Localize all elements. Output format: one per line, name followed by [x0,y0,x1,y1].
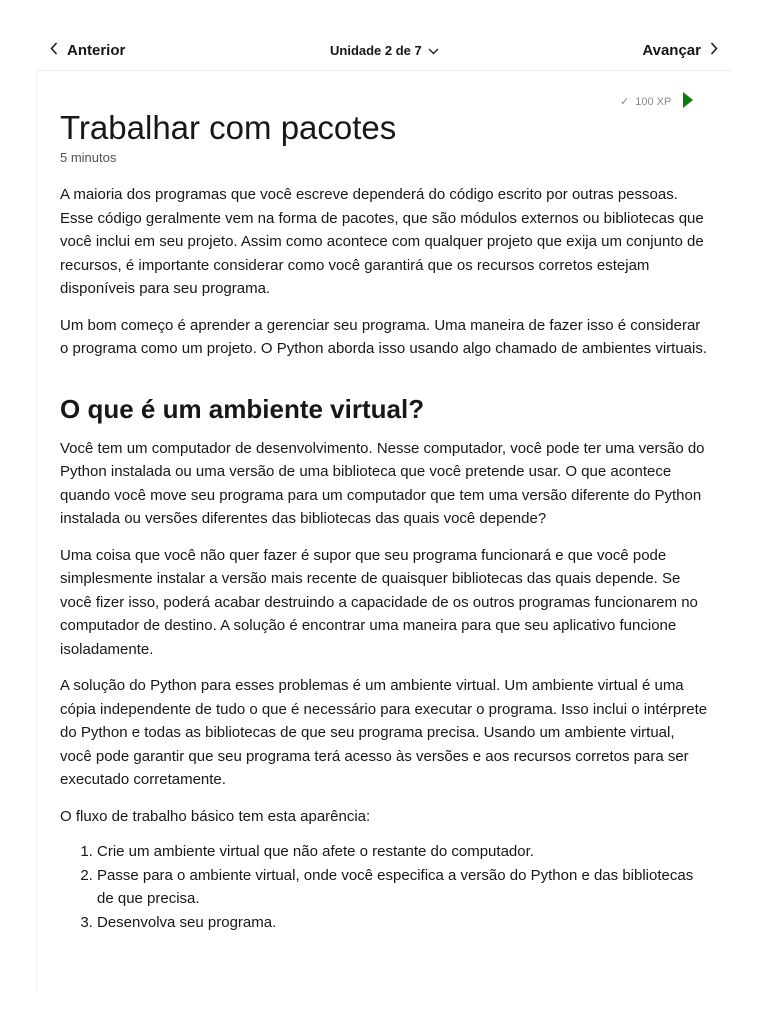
chevron-down-icon [428,43,439,58]
unit-selector-label: Unidade 2 de 7 [330,43,422,58]
section-paragraph: O fluxo de trabalho básico tem esta aparência: [60,807,371,825]
section-paragraph: Você tem um computador de desenvolvimento. Nesse computador, você pode ter uma versão do Python instalada ou uma versão de uma biblioteca que você pretende usar. O que acontece quando você move seu programa para um computador que tem uma versão diferente do Python instalada ou versões diferentes das bibliotecas das quais você depende? [60,439,705,527]
intro-paragraph: A maioria dos programas que você escreve dependerá do código escrito por outras pessoas. Esse código geralmente vem na forma de pacotes, que são módulos externos ou bibliotecas que você inclui em seu projeto. Assim como acontece com qualquer projeto que exija um conjunto de recursos, é importante considerar como você garantirá que os recursos corretos estejam disponíveis para seu programa. [60,186,704,297]
list-item: 1. Crie um ambiente virtual que não afete o restante do computador. [97,840,710,864]
checkmark-icon: ✓ [620,96,630,108]
list-item: 3. Desenvolva seu programa. [97,911,710,935]
section-paragraph: Uma coisa que você não quer fazer é supor que seu programa funcionará e que você pode simplesmente instalar a versão mais recente de quaisquer bibliotecas das quais depende. Se você fizer isso, poderá acabar destruindo a capacidade de os outros programas funcionarem no computador de destino. A solução é encontrar uma maneira para que seu aplicativo funcione isoladamente. [60,546,698,658]
duration-label: 5 minutos [60,150,117,165]
previous-unit-label: Anterior [67,42,126,59]
workflow-steps-list [60,840,710,934]
list-item: 2. Passe para o ambiente virtual, onde você especifica a versão do Python e das bibliotecas de que precisa. [97,864,710,911]
next-unit-link[interactable] [642,42,718,59]
section-heading: O que é um ambiente virtual? [60,393,425,424]
unit-navigation-bar [36,34,732,71]
intro-paragraph: Um bom começo é aprender a gerenciar seu programa. Uma maneira de fazer isso é considerar o programa como um projeto. O Python aborda isso usando algo chamado de ambientes virtuais. [60,316,708,357]
article-content [60,108,710,934]
section-paragraph: A solução do Python para esses problemas é um ambiente virtual. Um ambiente virtual é uma cópia independente de tudo o que é necessário para executar o programa. Isso inclui o intérprete do Python e todas as bibliotecas de que seu programa precisa. Usando um ambiente virtual, você pode garantir que seu programa terá acesso às versões e aos recursos corretos para ser executado corretamente. [60,677,708,788]
xp-label: 100 XP [635,95,672,108]
chevron-right-icon [710,42,718,59]
content-left-border [36,71,37,991]
next-unit-label: Avançar [642,42,701,59]
page-title: Trabalhar com pacotes [60,109,397,146]
unit-selector-dropdown[interactable] [330,43,439,58]
previous-unit-link[interactable] [50,42,125,59]
chevron-left-icon [50,42,58,59]
